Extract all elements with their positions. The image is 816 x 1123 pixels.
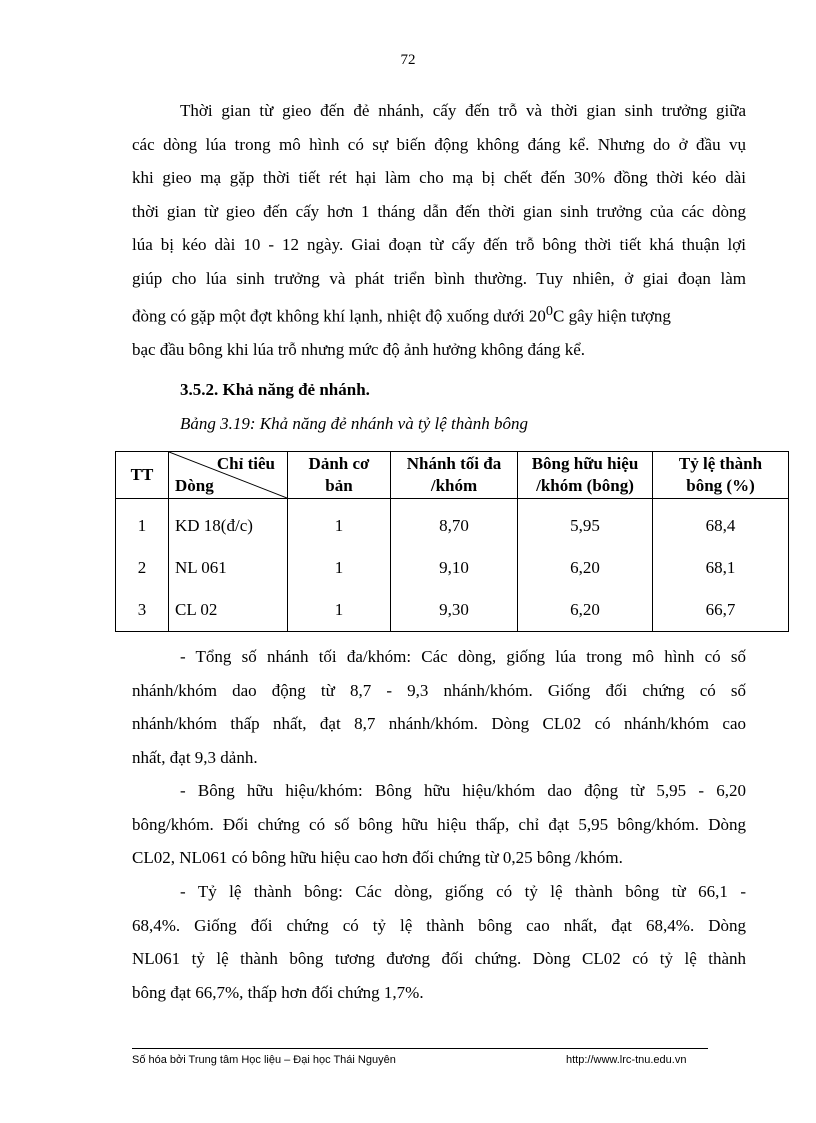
header-text: /khóm (bông) <box>536 476 634 495</box>
text-line: bông/khóm. Đối chứng có số bông hữu hiệu thấp, chỉ đạt 5,95 bông/khóm. Dòng <box>132 814 746 834</box>
cell-danh: 1 <box>288 547 391 589</box>
cell-tyle: 68,4 <box>653 499 789 548</box>
text-line: 68,4%. Giống đối chứng có tỷ lệ thành bông cao nhất, đạt 68,4%. Dòng <box>132 915 746 935</box>
cell-dong: NL 061 <box>169 547 288 589</box>
header-bong-huu-hieu <box>518 452 653 499</box>
table-row <box>116 499 789 548</box>
header-nhanh-toi-da <box>391 452 518 499</box>
text-line: lúa bị kéo dài 10 - 12 ngày. Giai đoạn từ cấy đến trỗ bông thời tiết khá thuận lợi <box>132 235 746 254</box>
text-line: CL02, NL061 có bông hữu hiệu cao hơn đối chứng từ 0,25 bông /khóm. <box>132 848 623 867</box>
text-segment: C gây hiện tượng <box>553 306 671 326</box>
cell-dong: CL 02 <box>169 589 288 632</box>
text-line: - Bông hữu hiệu/khóm: Bông hữu hiệu/khóm dao động từ 5,95 - 6,20 <box>180 781 746 800</box>
cell-dong: KD 18(đ/c) <box>169 499 288 548</box>
section-heading: 3.5.2. Khả năng đẻ nhánh. <box>180 380 370 399</box>
header-ty-le-thanh-bong <box>653 452 789 499</box>
paragraph-bong-huu-hieu <box>132 774 746 875</box>
superscript: 0 <box>545 303 553 319</box>
text-line: nhánh/khóm dao động từ 8,7 - 9,3 nhánh/khóm. Giống đối chứng có số <box>132 680 746 700</box>
cell-tt: 1 <box>116 499 169 548</box>
footer-source: Số hóa bởi Trung tâm Học liệu – Đại học Thái Nguyên <box>132 1054 396 1066</box>
table-row <box>116 547 789 589</box>
text-line: các dòng lúa trong mô hình có sự biến động không đáng kể. Nhưng do ở đầu vụ <box>132 134 746 154</box>
cell-tyle: 66,7 <box>653 589 789 632</box>
header-tt: TT <box>116 452 169 499</box>
header-text: Bông hữu hiệu <box>531 454 639 473</box>
table-row <box>116 589 789 632</box>
table-header-row <box>116 452 789 499</box>
header-text: Nhánh tối đa <box>406 454 502 473</box>
cell-nhanh: 8,70 <box>391 499 518 548</box>
cell-tyle: 68,1 <box>653 547 789 589</box>
cell-danh: 1 <box>288 589 391 632</box>
cell-bong: 6,20 <box>518 589 653 632</box>
header-text: bản <box>325 476 353 495</box>
paragraph-tong-so-nhanh <box>132 640 746 774</box>
text-line: - Tỷ lệ thành bông: Các dòng, giống có tỷ lệ thành bông từ 66,1 - <box>180 882 746 901</box>
cell-nhanh: 9,30 <box>391 589 518 632</box>
text-line: - Tổng số nhánh tối đa/khóm: Các dòng, giống lúa trong mô hình có số <box>180 647 746 666</box>
text-line: nhất, đạt 9,3 dảnh. <box>132 747 258 767</box>
footer-divider <box>132 1048 708 1049</box>
cell-nhanh: 9,10 <box>391 547 518 589</box>
text-line: Thời gian từ gieo đến đẻ nhánh, cấy đến trỗ và thời gian sinh trưởng giữa <box>180 101 746 120</box>
header-text: /khóm <box>430 476 478 495</box>
header-chi-tieu: Chỉ tiêu <box>216 454 275 473</box>
text-line: khi gieo mạ gặp thời tiết rét hại làm cho mạ bị chết đến 30% đồng thời kéo dài <box>132 168 746 187</box>
text-line: NL061 tỷ lệ thành bông tương đương đối chứng. Dòng CL02 có tỷ lệ thành <box>132 949 746 968</box>
cell-tt: 2 <box>116 547 169 589</box>
data-table <box>115 451 789 632</box>
table-caption: Bảng 3.19: Khả năng đẻ nhánh và tỷ lệ thành bông <box>180 414 528 433</box>
header-text: bông (%) <box>686 476 755 495</box>
text-segment: đòng có gặp một đợt không khí lạnh, nhiệt độ xuống dưới 20 <box>132 306 546 326</box>
text-line: nhánh/khóm thấp nhất, đạt 8,7 nhánh/khóm. Dòng CL02 có nhánh/khóm cao <box>132 714 746 733</box>
text-line: thời gian từ gieo đến cấy hơn 1 tháng dẫn đến thời gian sinh trưởng của các dòng <box>132 201 746 221</box>
cell-bong: 5,95 <box>518 499 653 548</box>
cell-danh: 1 <box>288 499 391 548</box>
header-text: Dảnh cơ <box>308 454 370 473</box>
paragraph-ty-le-thanh-bong <box>132 875 746 1009</box>
cell-tt: 3 <box>116 589 169 632</box>
header-dong: Dòng <box>175 476 214 495</box>
text-line: giúp cho lúa sinh trưởng và phát triển bình thường. Tuy nhiên, ở giai đoạn làm <box>132 268 746 288</box>
text-line: bạc đầu bông khi lúa trỗ nhưng mức độ ảnh hưởng không đáng kể. <box>132 340 586 360</box>
cell-bong: 6,20 <box>518 547 653 589</box>
footer-url-link[interactable]: http://www.lrc-tnu.edu.vn <box>566 1054 687 1066</box>
header-text: Tỷ lệ thành <box>678 454 763 473</box>
text-line <box>132 295 746 333</box>
intro-paragraph <box>132 94 746 367</box>
page-number: 72 <box>400 52 416 68</box>
header-danh-co-ban <box>288 452 391 499</box>
text-line: bông đạt 66,7%, thấp hơn đối chứng 1,7%. <box>132 982 424 1002</box>
header-diagonal-cell <box>169 452 288 499</box>
